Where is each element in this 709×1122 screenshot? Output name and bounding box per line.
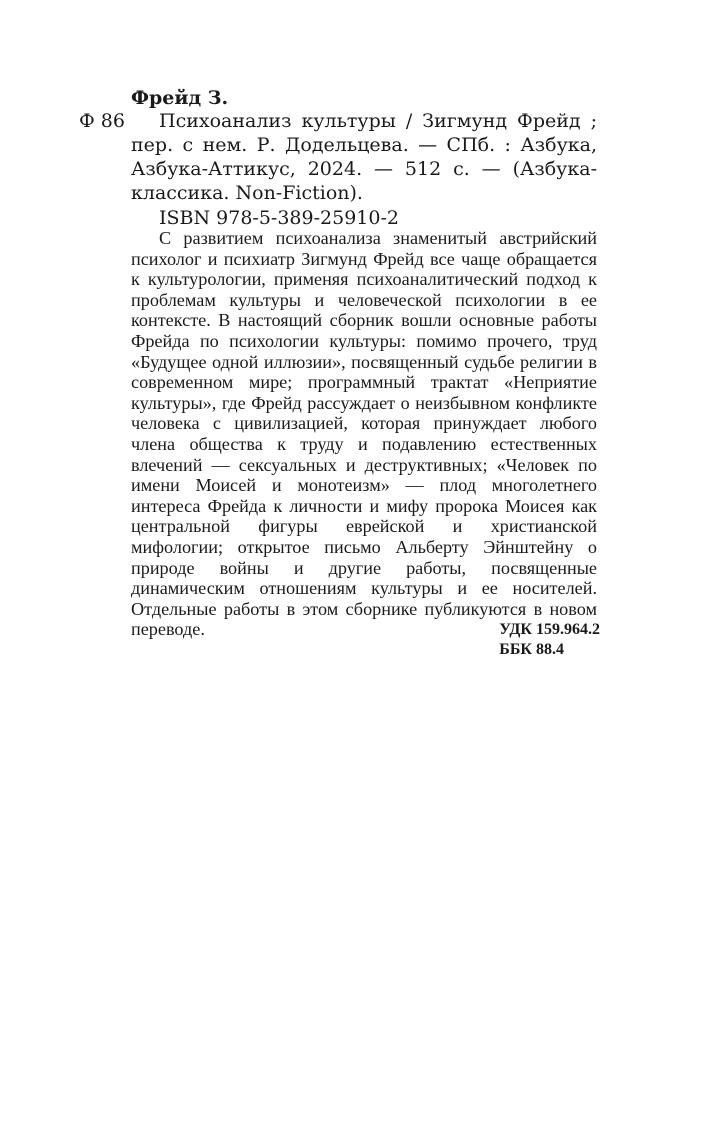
isbn: ISBN 978-5-389-25910-2 [159,207,399,229]
bibliographic-record-text: Психоанализ культуры / Зигмунд Фрейд ; пер. с нем. Р. Додельцева. — СПб. : Азбука, Азбука-Аттикус, 2024. — 512 с. — (Азбука-классика. Non-Fiction). [131,110,597,204]
classification-block [499,620,600,660]
bibliographic-record [131,109,597,205]
udk-code: УДК 159.964.2 [499,621,600,638]
author-heading: Фрейд З. [131,87,229,109]
catalog-code: Ф 86 [79,110,125,132]
bbk-code: ББК 88.4 [499,641,565,658]
annotation-paragraph: С развитием психоанализа знаменитый австрийский психолог и психиатр Зигмунд Фрейд все чаще обращается к культурологии, применяя психоаналитический подход к проблемам культуры и человеческой психологии в ее контексте. В настоящий сборник вошли основные работы Фрейда по психологии культуры: помимо прочего, труд «Будущее одной иллюзии», посвященный судьбе религии в современном мире; программный трактат «Неприятие культуры», где Фрейд рассуждает о неизбывном конфликте человека с цивилизацией, которая принуждает любого члена общества к труду и подавлению естественных влечений — сексуальных и деструктивных; «Человек по имени Моисей и монотеизм» — плод многолетнего интереса Фрейда к личности и мифу пророка Моисея как центральной фигуры еврейской и христианской мифологии; открытое письмо Альберту Эйнштейну о природе войны и другие работы, посвященные динамическим отношениям культуры и ее носителей. Отдельные работы в этом сборнике публикуются в новом переводе. [131,228,597,640]
